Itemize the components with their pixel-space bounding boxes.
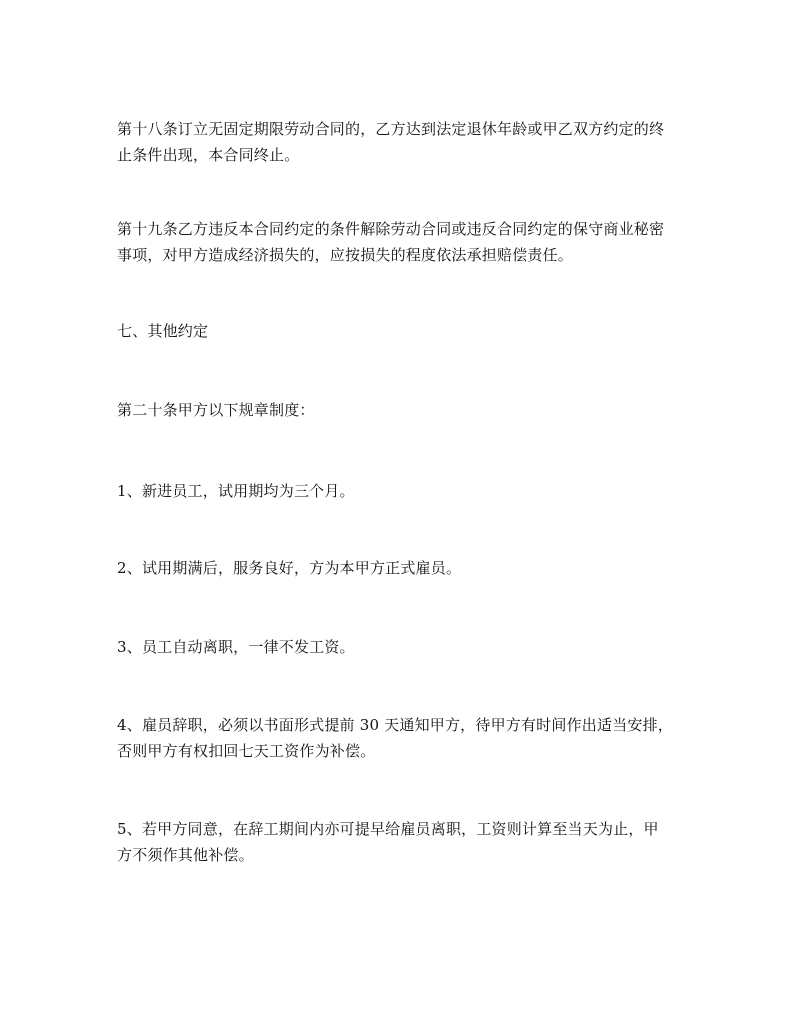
paragraph-line: 事项，对甲方造成经济损失的，应按损失的程度依法承担赔偿责任。 — [117, 246, 574, 264]
rule-4-paragraph — [117, 712, 685, 764]
article-18-paragraph — [117, 116, 685, 168]
rule-1-paragraph — [117, 478, 685, 504]
paragraph-line: 2、试用期满后，服务良好，方为本甲方正式雇员。 — [117, 559, 462, 577]
paragraph-line: 止条件出现，本合同终止。 — [117, 146, 300, 164]
paragraph-line: 4、雇员辞职，必须以书面形式提前 30 天通知甲方，待甲方有时间作出适当安排， — [117, 716, 673, 734]
paragraph-line: 1、新进员工，试用期均为三个月。 — [117, 482, 355, 500]
rule-2-paragraph — [117, 555, 685, 581]
article-19-paragraph — [117, 216, 685, 268]
paragraph-line: 3、员工自动离职，一律不发工资。 — [117, 638, 355, 656]
article-20-paragraph — [117, 397, 685, 423]
section-7-heading — [117, 318, 685, 344]
rule-3-paragraph — [117, 634, 685, 660]
paragraph-line: 第十九条乙方违反本合同约定的条件解除劳动合同或违反合同约定的保守商业秘密 — [117, 220, 665, 238]
paragraph-line: 第十八条订立无固定期限劳动合同的，乙方达到法定退休年龄或甲乙双方约定的终 — [117, 120, 665, 138]
paragraph-line: 第二十条甲方以下规章制度： — [117, 401, 315, 419]
paragraph-line: 方不须作其他补偿。 — [117, 846, 254, 864]
section-heading: 七、其他约定 — [117, 322, 209, 340]
rule-5-paragraph — [117, 816, 685, 868]
paragraph-line: 否则甲方有权扣回七天工资作为补偿。 — [117, 742, 376, 760]
paragraph-line: 5、若甲方同意，在辞工期间内亦可提早给雇员离职，工资则计算至当天为止，甲 — [117, 820, 659, 838]
